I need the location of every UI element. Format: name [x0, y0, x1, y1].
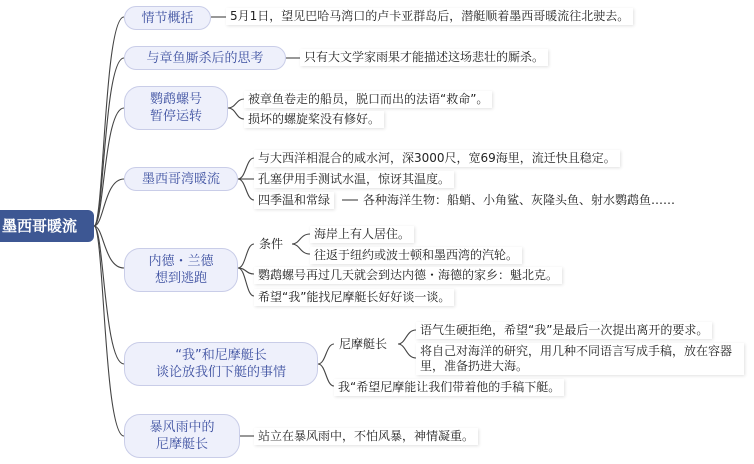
leaf-text: 往返于纽约或波士顿和墨西湾的汽轮。 — [310, 247, 522, 264]
leaf-text: 将自己对海洋的研究，用几种不同语言写成手稿，放在容器里，准备扔进大海。 — [416, 343, 744, 375]
topic-nautilus-stop[interactable]: 鹦鹉螺号 暂停运转 — [124, 86, 228, 130]
topic-ned-escape[interactable]: 内德・兰德 想到逃跑 — [124, 248, 238, 292]
topic-reflection[interactable]: 与章鱼厮杀后的思考 — [124, 46, 286, 70]
leaf-text: 希望“我”能找尼摩艇长好好谈一谈。 — [254, 289, 454, 306]
leaf-text: 鹦鹉螺号再过几天就会到达内德・海德的家乡：魁北克。 — [254, 267, 562, 284]
topic-nemo-talk[interactable]: “我”和尼摩艇长 谈论放我们下艇的事情 — [124, 342, 318, 386]
leaf-text: 5月1日，望见巴哈马湾口的卢卡亚群岛后，潜艇顺着墨西哥暖流往北驶去。 — [226, 8, 633, 25]
leaf-text: 孔塞伊用手测试水温，惊讶其温度。 — [254, 171, 454, 188]
leaf-text: 我“希望尼摩能让我们带着他的手稿下艇。 — [334, 379, 564, 396]
topic-gulf-stream[interactable]: 墨西哥湾暖流 — [124, 167, 238, 191]
topic-plot-summary[interactable]: 情节概括 — [124, 6, 211, 30]
leaf-text: 与大西洋相混合的咸水河，深3000尺，宽69海里，流迁快且稳定。 — [254, 150, 620, 167]
leaf-text: 四季温和常绿 — [254, 192, 334, 209]
leaf-text: 海岸上有人居住。 — [310, 226, 414, 243]
leaf-text: 损坏的螺旋桨没有修好。 — [244, 111, 384, 128]
leaf-text: 只有大文学家雨果才能描述这场悲壮的厮杀。 — [300, 49, 548, 66]
sub-label-condition: 条件 — [256, 236, 286, 253]
leaf-text: 语气生硬拒绝，希望“我”是最后一次提出离开的要求。 — [416, 322, 712, 339]
leaf-text: 被章鱼卷走的船员，脱口而出的法语“救命”。 — [244, 91, 492, 108]
leaf-text: 站立在暴风雨中，不怕风暴，神情凝重。 — [254, 428, 478, 445]
sub-label-nemo: 尼摩艇长 — [336, 336, 390, 353]
topic-nemo-storm[interactable]: 暴风雨中的 尼摩艇长 — [124, 414, 240, 458]
root-node[interactable]: 墨西哥暖流 — [0, 210, 94, 242]
leaf-text: 各种海洋生物：船蛸、小角鲨、灰隆头鱼、射水鹦鹉鱼…… — [360, 192, 678, 209]
